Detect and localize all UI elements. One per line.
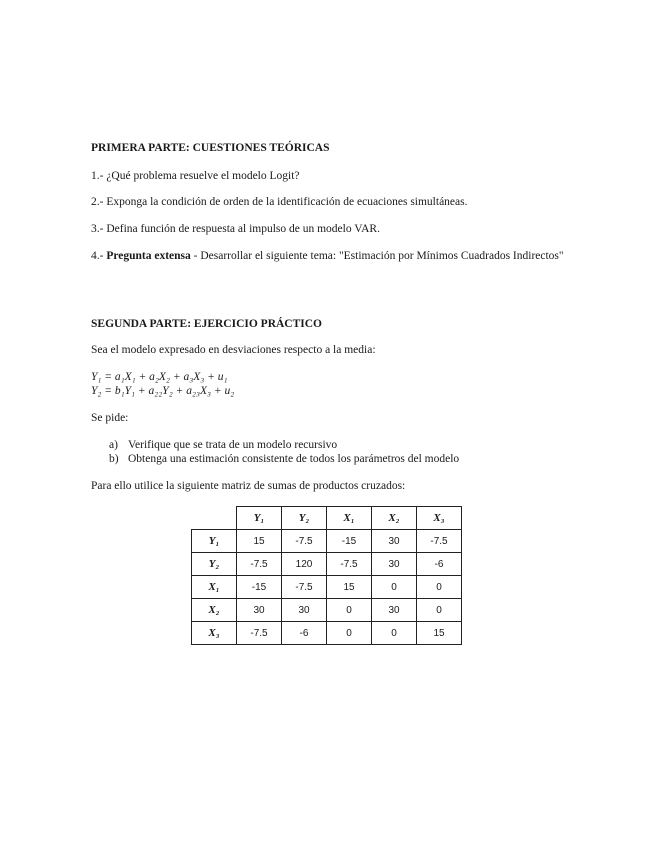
matrix-cell: -7.5 bbox=[237, 622, 282, 645]
matrix-cell: 30 bbox=[282, 599, 327, 622]
table-row bbox=[192, 622, 462, 645]
matrix-cell: 15 bbox=[237, 530, 282, 553]
matrix-cell: 0 bbox=[417, 599, 462, 622]
item-a-marker: a) bbox=[109, 439, 118, 451]
matrix-cell: 0 bbox=[372, 576, 417, 599]
matrix-cell: -7.5 bbox=[237, 553, 282, 576]
table-row bbox=[192, 530, 462, 553]
part1-title: PRIMERA PARTE: CUESTIONES TEÓRICAS bbox=[91, 142, 330, 154]
matrix-cell: -15 bbox=[237, 576, 282, 599]
matrix-cell: -7.5 bbox=[417, 530, 462, 553]
matrix-cell: 30 bbox=[372, 553, 417, 576]
row-header: X₂ bbox=[192, 599, 237, 622]
matrix-header-row bbox=[192, 507, 462, 530]
matrix-cell: -15 bbox=[327, 530, 372, 553]
cross-products-matrix bbox=[191, 506, 462, 645]
asks-label: Se pide: bbox=[91, 412, 129, 424]
matrix-cell: -6 bbox=[282, 622, 327, 645]
question-2: 2.- Exponga la condición de orden de la identificación de ecuaciones simultáneas. bbox=[91, 196, 468, 208]
matrix-cell: 0 bbox=[327, 599, 372, 622]
question-3: 3.- Defina función de respuesta al impulso de un modelo VAR. bbox=[91, 223, 380, 235]
question-1: 1.- ¿Qué problema resuelve el modelo Logit? bbox=[91, 170, 300, 182]
col-header: Y₁ bbox=[237, 507, 282, 530]
matrix-cell: -6 bbox=[417, 553, 462, 576]
row-header: Y₂ bbox=[192, 553, 237, 576]
col-header: X₃ bbox=[417, 507, 462, 530]
matrix-cell: 15 bbox=[417, 622, 462, 645]
matrix-intro: Para ello utilice la siguiente matriz de sumas de productos cruzados: bbox=[91, 480, 406, 492]
matrix-cell: 0 bbox=[417, 576, 462, 599]
matrix-cell: 0 bbox=[372, 622, 417, 645]
col-header: Y₂ bbox=[282, 507, 327, 530]
row-header: X₁ bbox=[192, 576, 237, 599]
row-header: X₃ bbox=[192, 622, 237, 645]
matrix-cell: -7.5 bbox=[282, 530, 327, 553]
matrix-corner bbox=[192, 507, 237, 530]
question-4-number: 4.- bbox=[91, 250, 104, 262]
item-a bbox=[109, 438, 549, 452]
row-header: Y₁ bbox=[192, 530, 237, 553]
matrix-cell: 30 bbox=[372, 599, 417, 622]
matrix-cell: -7.5 bbox=[282, 576, 327, 599]
col-header: X₂ bbox=[372, 507, 417, 530]
matrix-cell: 30 bbox=[372, 530, 417, 553]
question-4-label: Pregunta extensa bbox=[106, 250, 191, 262]
table-row bbox=[192, 553, 462, 576]
col-header: X₁ bbox=[327, 507, 372, 530]
item-a-text: Verifique que se trata de un modelo recursivo bbox=[128, 439, 338, 451]
question-4-text: - Desarrollar el siguiente tema: "Estimación por Mínimos Cuadrados Indirectos" bbox=[193, 250, 564, 262]
equation-2: Y₂ = b₁Y₁ + a₂₂Y₂ + a₂₃X₃ + u₂ bbox=[91, 385, 235, 397]
matrix-cell: 30 bbox=[237, 599, 282, 622]
item-b-marker: b) bbox=[109, 453, 119, 465]
matrix-cell: 15 bbox=[327, 576, 372, 599]
question-4 bbox=[91, 249, 566, 263]
matrix-cell: -7.5 bbox=[327, 553, 372, 576]
matrix-cell: 120 bbox=[282, 553, 327, 576]
item-b bbox=[109, 452, 549, 466]
equation-1: Y₁ = a₁X₁ + a₂X₂ + a₃X₃ + u₁ bbox=[91, 371, 228, 383]
matrix-cell: 0 bbox=[327, 622, 372, 645]
table-row bbox=[192, 576, 462, 599]
table-row bbox=[192, 599, 462, 622]
item-b-text: Obtenga una estimación consistente de todos los parámetros del modelo bbox=[128, 453, 460, 465]
part2-title: SEGUNDA PARTE: EJERCICIO PRÁCTICO bbox=[91, 318, 323, 330]
model-intro: Sea el modelo expresado en desviaciones respecto a la media: bbox=[91, 344, 376, 356]
